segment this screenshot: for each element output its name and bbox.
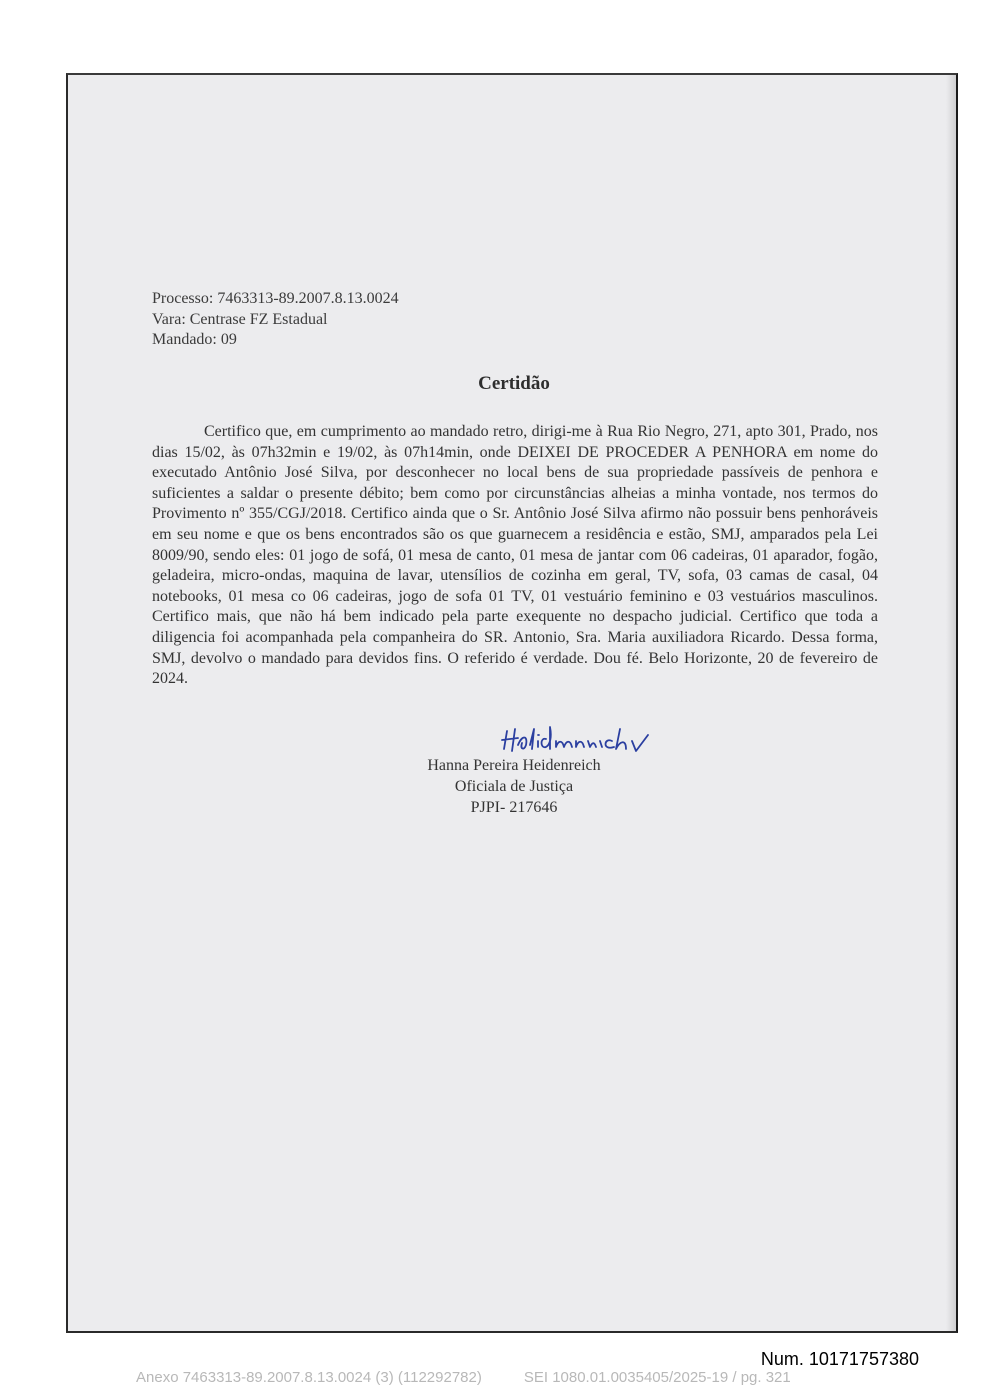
signer-block xyxy=(352,755,676,818)
court-division: Vara: Centrase FZ Estadual xyxy=(152,310,328,328)
signer-name: Hanna Pereira Heidenreich xyxy=(427,757,601,774)
document-title: Certidão xyxy=(478,373,550,394)
warrant-number: Mandado: 09 xyxy=(152,331,237,348)
footer-stamp xyxy=(136,1369,791,1386)
signer-id: PJPI- 217646 xyxy=(470,799,558,816)
scanned-page xyxy=(66,73,958,1333)
certificate-body: Certifico que, em cumprimento ao mandado retro, dirigi-me à Rua Rio Negro, 271, apto 301, Prado, nos dias 15/02, às 07h32min e 19/02, às 07h14min, onde DEIXEI DE PROCEDER A PENHORA em nome do executado Antônio José Silva, por desconhecer no local bens de sua propriedade passíveis de penhora e suficientes a saldar o presente débito; bem como por circunstâncias alheias a minha vontade, nos termos do Provimento nº 355/CGJ/2018. Certifico ainda que o Sr. Antônio José Silva afirmo não possuir bens penhoráveis em seu nome e que os bens encontrados são os que guarnecem a residência e estão, SMJ, amparados pela Lei 8009/90, sendo eles: 01 jogo de sofá, 01 mesa de canto, 01 mesa de jantar com 06 cadeiras, 01 aparador, fogão, geladeira, micro-ondas, maquina de lavar, utensílios de cozinha em geral, TV, sofa, 03 camas de casal, 04 notebooks, 01 mesa co 06 cadeiras, jogo de sofa 01 TV, 01 vestuário feminino e 03 vestuários masculinos. Certifico mais, que não há bem indicado pela parte exequente no despacho judicial. Certifico que toda a diligencia foi acompanhada pela companheira do SR. Antonio, Sra. Maria auxiliadora Ricardo. Dessa forma, SMJ, devolvo o mandado para devidos fins. O referido é verdade. Dou fé. Belo Horizonte, 20 de fevereiro de 2024. xyxy=(152,423,878,688)
annex-reference: Anexo 7463313-89.2007.8.13.0024 (3) (112292782) xyxy=(136,1369,482,1386)
signer-role: Oficiala de Justiça xyxy=(454,778,574,795)
handwritten-signature xyxy=(498,723,658,759)
case-header xyxy=(152,289,399,351)
process-number: Processo: 7463313-89.2007.8.13.0024 xyxy=(152,290,399,307)
sei-reference: SEI 1080.01.0035405/2025-19 / pg. 321 xyxy=(523,1369,791,1386)
document-number: Num. 10171757380 xyxy=(760,1349,919,1369)
